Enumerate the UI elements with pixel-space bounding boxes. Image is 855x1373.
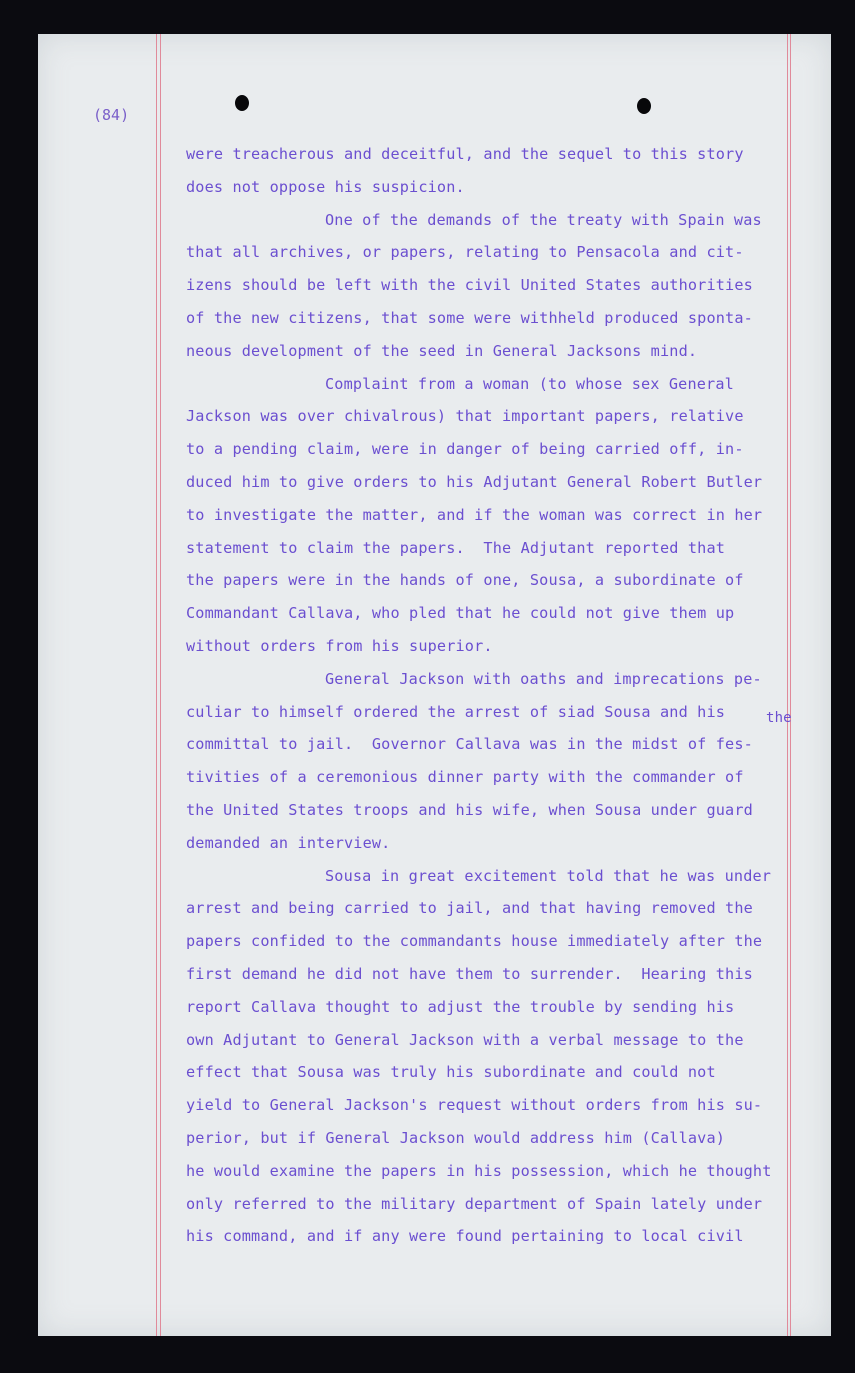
text-line-content: tivities of a ceremonious dinner party with the commander of bbox=[186, 768, 744, 787]
text-line-content: only referred to the military department of Spain lately under bbox=[186, 1194, 763, 1213]
text-line bbox=[186, 269, 826, 302]
text-line-content: committal to jail. Governor Callava was in the midst of fes- bbox=[186, 735, 753, 754]
text-line-content: Commandant Callava, who pled that he could not give them up bbox=[186, 604, 735, 623]
text-line-content: effect that Sousa was truly his subordinate and could not bbox=[186, 1063, 716, 1082]
text-line-content: yield to General Jackson's request without orders from his su- bbox=[186, 1096, 763, 1115]
text-line-content: arrest and being carried to jail, and that having removed the bbox=[186, 899, 753, 918]
text-line-content: to investigate the matter, and if the woman was correct in her bbox=[186, 505, 763, 524]
text-line bbox=[186, 433, 826, 466]
text-line bbox=[186, 335, 826, 368]
typed-page bbox=[38, 34, 831, 1336]
text-line bbox=[186, 925, 826, 958]
text-line-content: papers confided to the commandants house immediately after the bbox=[186, 932, 763, 951]
text-line bbox=[186, 892, 826, 925]
text-line bbox=[186, 827, 826, 860]
text-line bbox=[186, 597, 826, 630]
text-line-content: duced him to give orders to his Adjutant General Robert Butler bbox=[186, 472, 763, 491]
left-margin-rule-inner bbox=[160, 34, 161, 1336]
text-line-content: perior, but if General Jackson would address him (Callava) bbox=[186, 1128, 726, 1147]
text-line-content: his command, and if any were found pertaining to local civil bbox=[186, 1227, 744, 1246]
text-line bbox=[186, 1122, 826, 1155]
text-line-content: of the new citizens, that some were withheld produced sponta- bbox=[186, 308, 753, 327]
text-line bbox=[186, 564, 826, 597]
text-line bbox=[186, 466, 826, 499]
text-line bbox=[186, 1024, 826, 1057]
text-line bbox=[186, 204, 826, 237]
text-line-content: own Adjutant to General Jackson with a verbal message to the bbox=[186, 1030, 744, 1049]
text-line-content: statement to claim the papers. The Adjutant reported that bbox=[186, 538, 726, 557]
text-line bbox=[186, 236, 826, 269]
text-line bbox=[186, 138, 826, 171]
text-line-content: neous development of the seed in General Jacksons mind. bbox=[186, 341, 698, 360]
text-line bbox=[186, 1155, 826, 1188]
text-line-content: does not oppose his suspicion. bbox=[186, 177, 465, 196]
text-line-content: to a pending claim, were in danger of being carried off, in- bbox=[186, 440, 744, 459]
text-line bbox=[186, 499, 826, 532]
punch-hole-left bbox=[235, 95, 249, 111]
text-line bbox=[186, 171, 826, 204]
interlinear-insertion: the bbox=[766, 710, 792, 727]
text-line bbox=[186, 1220, 826, 1253]
text-line-content: General Jackson with oaths and imprecations pe- bbox=[325, 669, 762, 688]
text-line-content: demanded an interview. bbox=[186, 833, 391, 852]
text-line bbox=[186, 368, 826, 401]
text-line-content: izens should be left with the civil United States authorities bbox=[186, 276, 753, 295]
text-line bbox=[186, 1056, 826, 1089]
punch-hole-right bbox=[637, 98, 651, 114]
text-line-content: culiar to himself ordered the arrest of siad Sousa and his bbox=[186, 702, 726, 721]
text-line-content: Complaint from a woman (to whose sex General bbox=[325, 374, 734, 393]
text-line bbox=[186, 1089, 826, 1122]
text-line bbox=[186, 630, 826, 663]
text-line-content: Sousa in great excitement told that he was under bbox=[325, 866, 772, 885]
text-line-content: One of the demands of the treaty with Spain was bbox=[325, 210, 762, 229]
page-number: (84) bbox=[93, 106, 130, 124]
text-line bbox=[186, 794, 826, 827]
text-line-content: the papers were in the hands of one, Sousa, a subordinate of bbox=[186, 571, 744, 590]
text-line-content: that all archives, or papers, relating to Pensacola and cit- bbox=[186, 243, 744, 262]
text-line bbox=[186, 761, 826, 794]
text-line bbox=[186, 860, 826, 893]
text-line-content: were treacherous and deceitful, and the sequel to this story bbox=[186, 145, 744, 163]
left-margin-rule bbox=[156, 34, 157, 1336]
text-line bbox=[186, 302, 826, 335]
text-line-content: report Callava thought to adjust the trouble by sending his bbox=[186, 997, 735, 1016]
text-line-content: first demand he did not have them to surrender. Hearing this bbox=[186, 964, 753, 983]
text-line bbox=[186, 991, 826, 1024]
text-line bbox=[186, 532, 826, 565]
text-line bbox=[186, 958, 826, 991]
text-line bbox=[186, 400, 826, 433]
typed-text-body bbox=[186, 138, 826, 1253]
text-line-content: the United States troops and his wife, when Sousa under guard bbox=[186, 800, 753, 819]
text-line-content: he would examine the papers in his possession, which he thought bbox=[186, 1161, 772, 1180]
text-line bbox=[186, 696, 826, 729]
text-line bbox=[186, 663, 826, 696]
text-line-content: without orders from his superior. bbox=[186, 636, 493, 655]
text-line bbox=[186, 1188, 826, 1221]
text-line-content: Jackson was over chivalrous) that important papers, relative bbox=[186, 407, 744, 426]
